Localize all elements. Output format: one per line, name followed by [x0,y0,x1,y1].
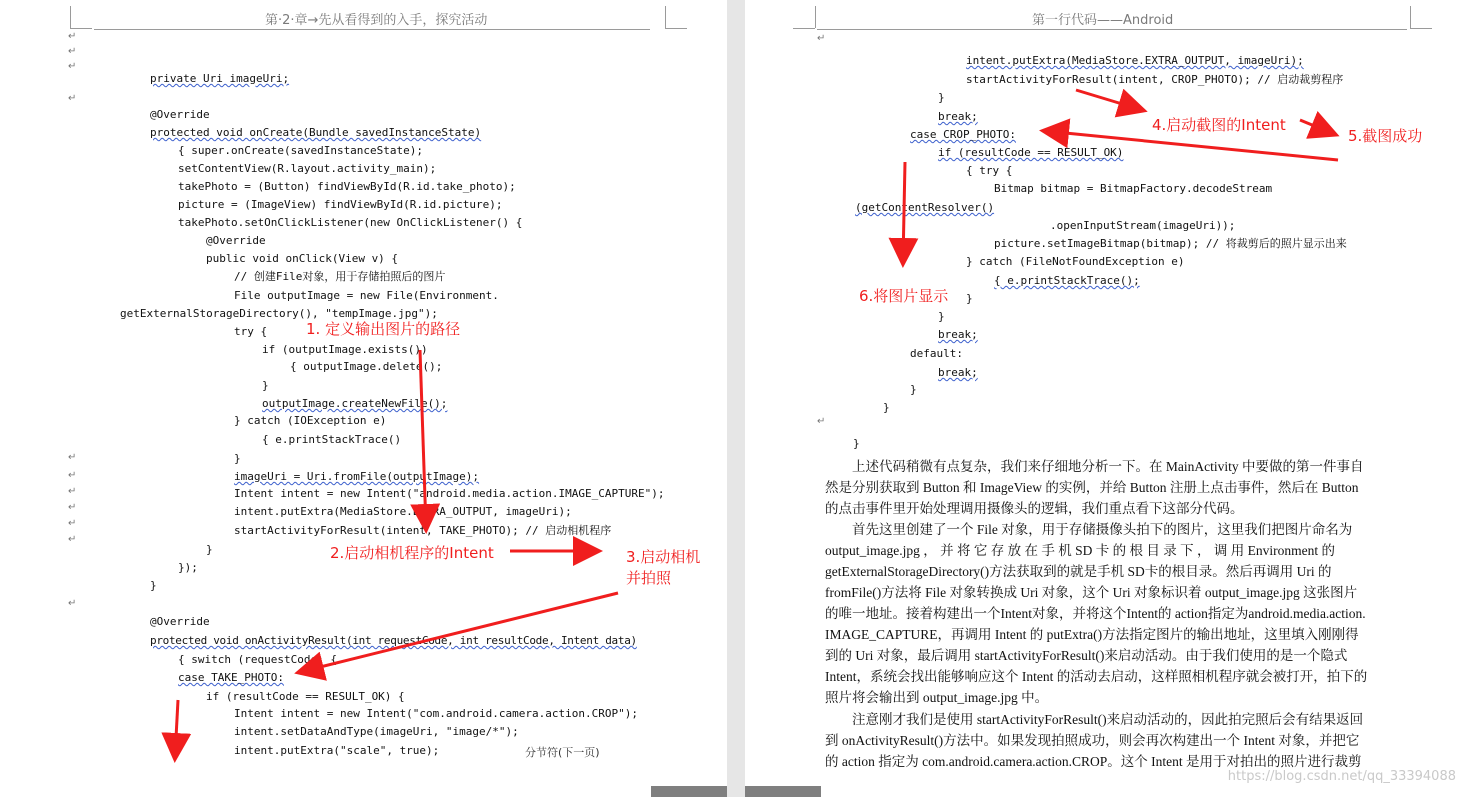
code-line: } [883,401,890,414]
code-line: } [966,292,973,305]
code-line: if (resultCode == RESULT_OK) [938,146,1124,159]
code-line: { e.printStackTrace() [262,433,402,446]
arrow-3b [175,700,178,757]
code-line: @Override [150,615,210,628]
paragraph-mark: ↵ [68,518,77,529]
code-line: default: [910,347,963,360]
annotation-label: 3.启动相机 并拍照 [626,548,701,587]
paragraph-mark: ↵ [68,452,77,463]
code-line: setContentView(R.layout.activity_main); [178,162,437,175]
code-line: takePhoto.setOnClickListener(new OnClickListener() { [178,216,523,229]
code-line: intent.putExtra(MediaStore.EXTRA_OUTPUT, imageUri); [966,54,1304,67]
code-line: if (outputImage.exists()) [262,343,428,356]
code-line: getExternalStorageDirectory(), "tempImage.jpg"); [120,307,438,320]
code-line: { try { [966,164,1013,177]
annotation-label: 1. 定义输出图片的路径 [306,320,461,338]
body-paragraph-line: 上述代码稍微有点复杂，我们来仔细地分析一下。在 MainActivity 中要做的第一件事自 [852,459,1364,474]
code-line: }); [178,561,198,574]
code-line: // 创建File对象，用于存储拍照后的图片 [234,270,446,283]
body-paragraph-line: Intent，系统会找出能够响应这个 Intent 的活动去启动，这样照相机程序就会被打开，拍下的 [825,669,1368,684]
code-line: @Override [150,108,210,121]
annotation-label: 2.启动相机程序的Intent [330,544,494,562]
annotation-label: 5.截图成功 [1348,127,1423,145]
paragraph-mark: ↵ [68,46,77,57]
code-line: Intent intent = new Intent("android.media.action.IMAGE_CAPTURE"); [234,487,665,500]
code-line: File outputImage = new File(Environment. [234,289,499,302]
page-header: 第一行代码——Android [1032,13,1174,28]
annotation-label: 6.将图片显示 [859,287,949,305]
code-line: takePhoto = (Button) findViewById(R.id.take_photo); [178,180,516,193]
code-line: case CROP_PHOTO: [910,128,1016,141]
body-paragraph-line: 的点击事件里开始处理调用摄像头的逻辑，我们重点看下这部分代码。 [825,501,1244,516]
code-line: startActivityForResult(intent, TAKE_PHOTO); // 启动相机程序 [234,524,612,537]
code-line: private Uri imageUri; [150,72,290,85]
arrow-4 [1076,90,1142,110]
code-line: outputImage.createNewFile(); [262,397,448,410]
code-line: } [910,383,917,396]
body-paragraph-line: 的唯一地址。接着构建出一个Intent对象，并将这个Intent的 action指定为android.media.action. [825,606,1366,621]
paragraph-mark: ↵ [68,502,77,513]
code-line: if (resultCode == RESULT_OK) { [206,690,405,703]
code-line: break; [938,366,978,379]
code-line: { outputImage.delete(); [290,360,443,373]
paragraph-mark: ↵ [68,61,77,72]
body-paragraph-line: 的 action 指定为 com.android.camera.action.CROP。这个 Intent 是用于对拍出的照片进行裁剪 [825,754,1362,769]
arrow-3 [300,593,618,672]
code-line: { super.onCreate(savedInstanceState); [178,144,424,157]
code-line: } catch (IOException e) [234,414,387,427]
body-paragraph-line: getExternalStorageDirectory()方法获取到的就是手机 SD卡的根目录。然后再调用 Uri 的 [825,564,1332,579]
arrow-1 [420,350,426,528]
paragraph-mark: ↵ [817,33,826,44]
code-line: startActivityForResult(intent, CROP_PHOTO); // 启动裁剪程序 [966,73,1344,86]
body-paragraph-line: output_image.jpg ， 并 将 它 存 放 在 手 机 SD 卡 的 根 目 录 下 ， 调 用 Environment 的 [825,543,1335,558]
code-line: case TAKE_PHOTO: [178,671,284,684]
body-paragraph-line: 到 onActivityResult()方法中。如果发现拍照成功，则会再次构建出一个 Intent 对象，并把它 [825,733,1360,748]
body-paragraph-line: 注意刚才我们是使用 startActivityForResult()来启动活动的，因此拍完照后会有结果返回 [852,712,1364,727]
code-line: public void onClick(View v) { [206,252,399,265]
paragraph-mark: ↵ [68,598,77,609]
code-line: Bitmap bitmap = BitmapFactory.decodeStream [994,182,1273,195]
body-paragraph-line: 首先这里创建了一个 File 对象，用于存储摄像头拍下的图片，这里我们把图片命名为 [852,522,1353,537]
code-line: break; [938,110,978,123]
code-line: (getContentResolver() [855,201,995,214]
paragraph-mark: ↵ [68,470,77,481]
paragraph-mark: ↵ [817,416,826,427]
code-line: } [234,452,241,465]
code-line: } [206,543,213,556]
code-line: try { [234,325,268,338]
code-line: } [150,579,157,592]
paragraph-mark: ↵ [68,31,77,42]
paragraph-mark: ↵ [68,534,77,545]
paragraph-mark: ↵ [68,93,77,104]
code-line: { e.printStackTrace(); [994,274,1140,287]
code-line: break; [938,328,978,341]
code-line: picture.setImageBitmap(bitmap); // 将裁剪后的照片显示出来 [994,237,1347,250]
page-header: 第·2·章→先从看得到的入手，探究活动 [265,13,488,28]
code-line: } [262,379,269,392]
code-line: imageUri = Uri.fromFile(outputImage); [234,470,480,483]
code-line: intent.setDataAndType(imageUri, "image/*"); [234,725,519,738]
section-break: 分节符(下一页) [525,746,600,759]
body-paragraph-line: fromFile()方法将 File 对象转换成 Uri 对象，这个 Uri 对象标识着 output_image.jpg 这张图片 [825,585,1358,600]
code-line: Intent intent = new Intent("com.android.camera.action.CROP"); [234,707,638,720]
arrow-5 [1045,131,1338,160]
code-line: } catch (FileNotFoundException e) [966,255,1185,268]
body-paragraph-line: IMAGE_CAPTURE，再调用 Intent 的 putExtra()方法指定图片的输出地址，这里填入刚刚得 [825,627,1359,642]
annotation-label: 4.启动截图的Intent [1152,116,1286,134]
body-paragraph-line: 照片将会输出到 output_image.jpg 中。 [825,690,1049,705]
watermark: https://blog.csdn.net/qq_33394088 [1227,769,1456,784]
code-line: @Override [206,234,266,247]
code-line: } [938,91,945,104]
code-line: { switch (requestCode) { [178,653,337,666]
body-paragraph-line: 到的 Uri 对象，最后调用 startActivityForResult()来启动活动。由于我们使用的是一个隐式 [825,648,1348,663]
code-line: picture = (ImageView) findViewById(R.id.picture); [178,198,503,211]
paragraph-mark: ↵ [68,486,77,497]
code-line: protected void onCreate(Bundle savedInstanceState) [150,126,482,139]
code-line: protected void onActivityResult(int requestCode, int resultCode, Intent data) [150,634,637,647]
arrow-6 [903,162,905,262]
code-line: intent.putExtra(MediaStore.EXTRA_OUTPUT, imageUri); [234,505,572,518]
code-line: } [938,310,945,323]
body-paragraph-line: 然是分别获取到 Button 和 ImageView 的实例，并给 Button 注册上点击事件，然后在 Button [825,480,1359,495]
code-line: .openInputStream(imageUri)); [1050,219,1236,232]
code-line: } [853,437,860,450]
code-line: intent.putExtra("scale", true); [234,744,440,757]
arrow-4b [1300,120,1334,134]
